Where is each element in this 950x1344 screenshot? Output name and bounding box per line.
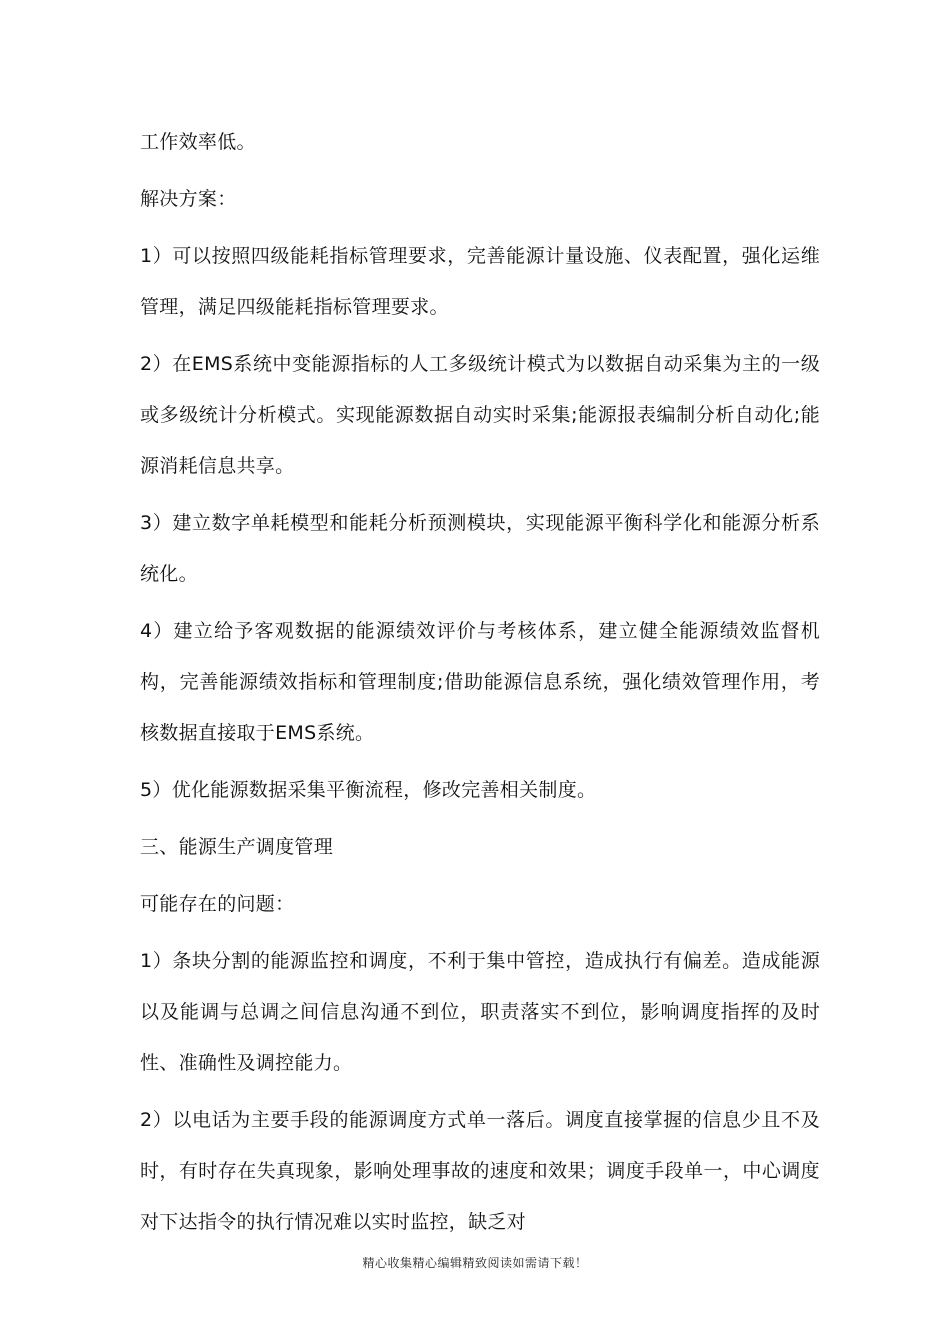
paragraph-solution-4: 4）建立给予客观数据的能源绩效评价与考核体系，建立健全能源绩效监督机构，完善能源绩效指标和管理制度;借助能源信息系统，强化绩效管理作用，考核数据直接取于EMS系统。 xyxy=(140,620,820,744)
paragraph-efficiency-low: 工作效率低。 xyxy=(140,131,256,153)
paragraph-problem-1: 1）条块分割的能源监控和调度，不利于集中管控，造成执行有偏差。造成能源以及能调与总调之间信息沟通不到位，职责落实不到位，影响调度指挥的及时性、准确性及调控能力。 xyxy=(140,950,820,1074)
paragraph-problems-heading: 可能存在的问题： xyxy=(140,893,295,915)
paragraph-solution-heading: 解决方案： xyxy=(140,188,237,210)
document-body xyxy=(140,117,820,1254)
paragraph-solution-1: 1）可以按照四级能耗指标管理要求，完善能源计量设施、仪表配置，强化运维管理，满足四级能耗指标管理要求。 xyxy=(140,245,820,318)
page-footer: 精心收集精心编辑精致阅读如需请下载！ xyxy=(362,1256,588,1270)
paragraph-solution-2: 2）在EMS系统中变能源指标的人工多级统计模式为以数据自动采集为主的一级或多级统计分析模式。实现能源数据自动实时采集;能源报表编制分析自动化;能源消耗信息共享。 xyxy=(140,353,820,477)
paragraph-solution-3: 3）建立数字单耗模型和能耗分析预测模块，实现能源平衡科学化和能源分析系统化。 xyxy=(140,512,820,585)
paragraph-solution-5: 5）优化能源数据采集平衡流程，修改完善相关制度。 xyxy=(140,779,597,801)
paragraph-problem-2: 2）以电话为主要手段的能源调度方式单一落后。调度直接掌握的信息少且不及时，有时存在失真现象，影响处理事故的速度和效果；调度手段单一，中心调度对下达指令的执行情况难以实时监控，缺乏对 xyxy=(140,1109,820,1233)
section-heading: 三、能源生产调度管理 xyxy=(140,836,334,858)
